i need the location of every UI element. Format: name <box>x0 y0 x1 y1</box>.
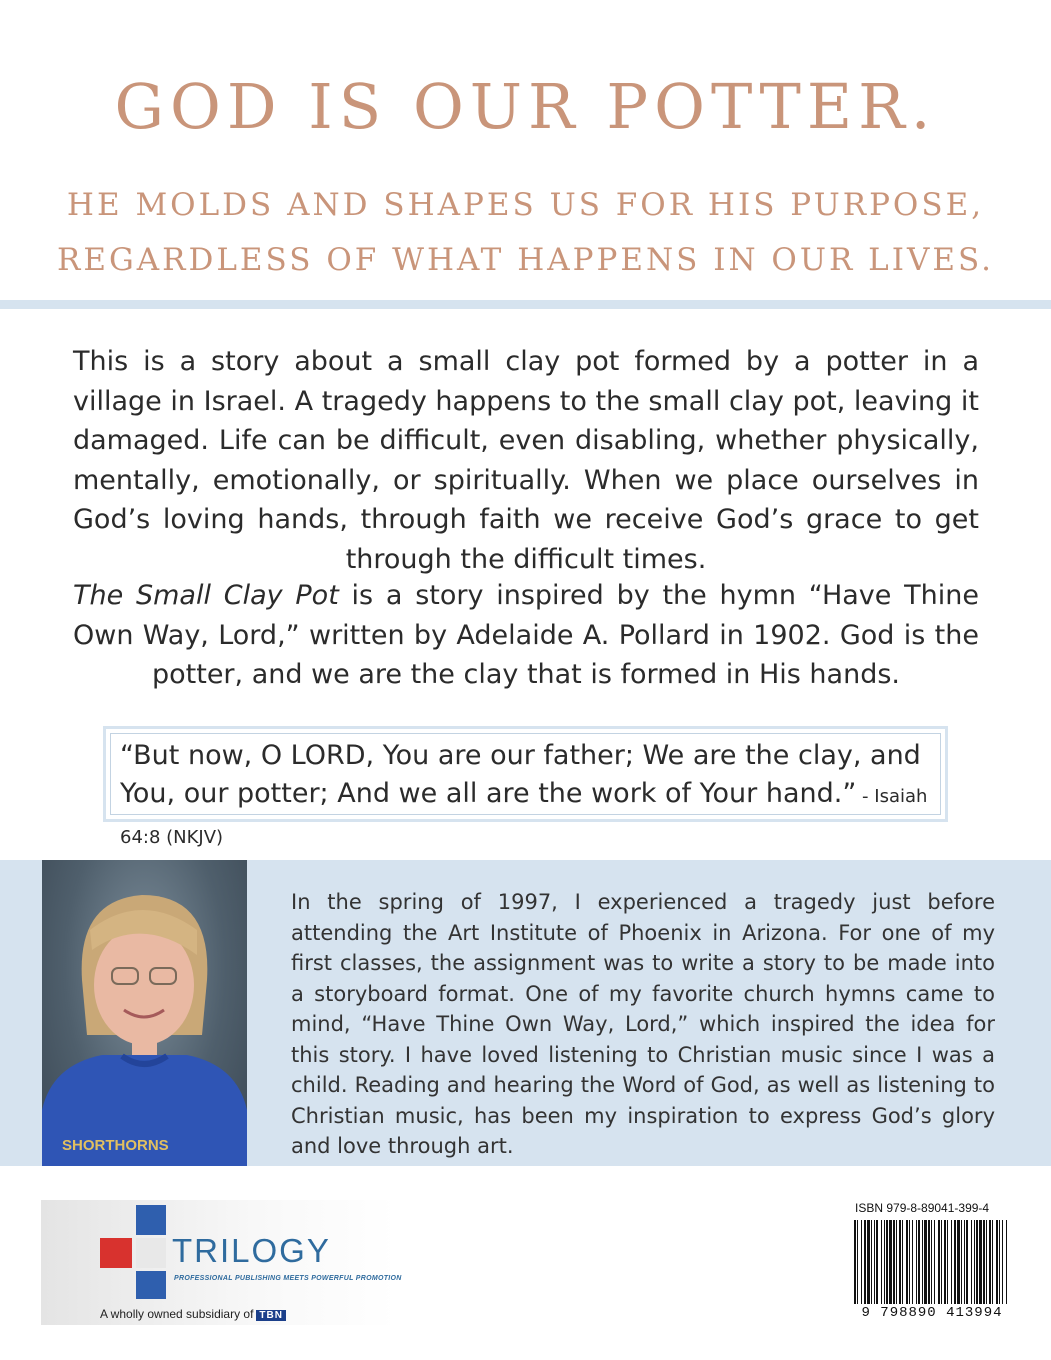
barcode-bar <box>999 1220 1000 1304</box>
description-paragraph-1: This is a story about a small clay pot formed by a potter in a village in Israel. A tragedy happens to the small clay pot, leaving it damaged. Life can be difficult, even disabling, whether physically, mentally, emotionally, or spiritually. When we place ourselves in God’s loving hands, through faith we receive God’s grace to get through the difficult times. <box>73 346 979 575</box>
author-portrait-illustration <box>42 860 247 1166</box>
isbn-label: ISBN 979-8-89041-399-4 <box>855 1201 990 1215</box>
barcode-bar <box>881 1220 882 1304</box>
divider-rule <box>0 300 1051 309</box>
sub-headline-line-1: HE MOLDS AND SHAPES US FOR HIS PURPOSE, <box>66 187 985 223</box>
barcode-bar <box>971 1220 972 1304</box>
publisher-subsidiary-line <box>100 1307 286 1321</box>
barcode-bar <box>886 1220 888 1304</box>
barcode-bar <box>996 1220 998 1304</box>
barcode-bar <box>871 1220 872 1304</box>
barcode-bar <box>951 1220 952 1304</box>
barcode-bar <box>902 1220 903 1304</box>
barcode-bar <box>938 1220 940 1304</box>
barcode-bar <box>992 1220 993 1304</box>
barcode-bar <box>957 1220 960 1304</box>
tbn-logo: TBN <box>256 1310 286 1321</box>
barcode-bar <box>864 1220 866 1304</box>
logo-center-square <box>136 1238 166 1268</box>
barcode-bar <box>906 1220 908 1304</box>
isbn-digits: 9 798890 413994 <box>854 1305 1010 1321</box>
scripture-quote <box>120 737 935 857</box>
shirt-text: SHORTHORNS <box>62 1137 169 1154</box>
barcode-bar <box>889 1220 892 1304</box>
barcode-bar <box>941 1220 942 1304</box>
barcode <box>852 1218 1012 1306</box>
barcode-bar <box>912 1220 913 1304</box>
description-paragraph-2-text: is a story inspired by the hymn “Have Thine Own Way, Lord,” written by Adelaide A. Pollard in 1902. God is the potter, and we are the clay that is formed in His hands. <box>73 580 979 690</box>
logo-red-square <box>100 1238 132 1268</box>
scripture-quote-box <box>103 726 948 848</box>
barcode-bar <box>983 1220 985 1304</box>
main-headline: GOD IS OUR POTTER. <box>114 70 937 143</box>
quote-reference: - Isaiah 64:8 (NKJV) <box>120 786 928 848</box>
publisher-tagline: PROFESSIONAL PUBLISHING MEETS POWERFUL PROMOTION <box>174 1275 402 1282</box>
barcode-bar <box>916 1220 917 1304</box>
barcode-bar <box>961 1220 962 1304</box>
logo-blue-square-top <box>136 1205 166 1235</box>
barcode-bar <box>989 1220 991 1304</box>
quote-text: “But now, O LORD, You are our father; We are the clay, and You, our potter; And we all are the work of Your hand.” <box>120 740 921 809</box>
logo-blue-square-bottom <box>136 1271 166 1299</box>
barcode-bar <box>909 1220 910 1304</box>
barcode-bar <box>944 1220 946 1304</box>
barcode-bar <box>918 1220 920 1304</box>
author-photo <box>42 860 247 1166</box>
barcode-bar <box>947 1220 948 1304</box>
barcode-bar <box>893 1220 895 1304</box>
barcode-bar <box>924 1220 927 1304</box>
barcode-bar <box>986 1220 987 1304</box>
book-title: The Small Clay Pot <box>73 580 339 611</box>
barcode-bar <box>976 1220 978 1304</box>
sub-headline <box>0 178 1051 288</box>
barcode-bar <box>966 1220 968 1304</box>
barcode-bar <box>874 1220 875 1304</box>
subsidiary-text: A wholly owned subsidiary of <box>100 1307 254 1321</box>
publisher-name: TRILOGY <box>172 1232 331 1269</box>
barcode-bar <box>964 1220 965 1304</box>
trilogy-logo-icon <box>100 1205 170 1300</box>
sub-headline-line-2: REGARDLESS OF WHAT HAPPENS IN OUR LIVES. <box>57 242 994 278</box>
barcode-bar <box>922 1220 923 1304</box>
author-bio: In the spring of 1997, I experienced a tragedy just before attending the Art Institute of Phoenix in Arizona. For one of my first classes, the assignment was to write a story to be made into a storyboard format. One of my favorite church hymns came to mind, “Have Thine Own Way, Lord,” which inspired the idea for this story. I have loved listening to Christian music since I was a child. Reading and hearing the Word of God, as well as listening to Christian music, has been my inspiration to express God’s glory and love through art. <box>291 890 995 1158</box>
barcode-bar <box>896 1220 897 1304</box>
barcode-bar <box>1002 1220 1003 1304</box>
barcode-bar <box>857 1220 858 1304</box>
barcode-bar <box>979 1220 982 1304</box>
barcode-bar <box>884 1220 885 1304</box>
barcode-bar <box>876 1220 878 1304</box>
barcode-bar <box>931 1220 932 1304</box>
barcode-bar <box>1006 1220 1007 1304</box>
barcode-bar <box>954 1220 956 1304</box>
description-paragraph-2 <box>73 576 979 695</box>
barcode-bar <box>928 1220 930 1304</box>
barcode-bar <box>867 1220 870 1304</box>
barcode-bar <box>861 1220 862 1304</box>
barcode-bar <box>974 1220 975 1304</box>
barcode-bar <box>854 1220 856 1304</box>
barcode-bar <box>899 1220 901 1304</box>
barcode-bar <box>934 1220 935 1304</box>
